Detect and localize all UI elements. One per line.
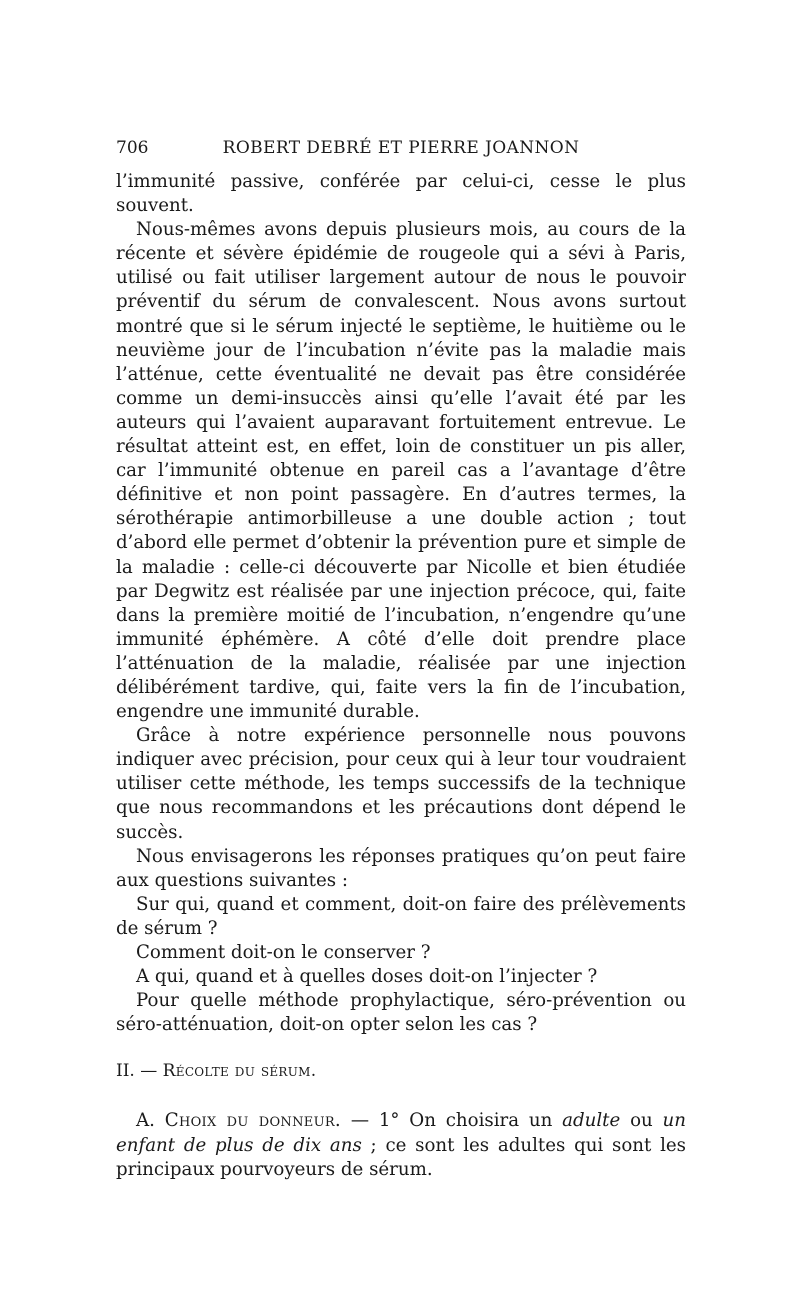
emphasis-enfant: un enfant de plus de dix ans	[116, 1110, 686, 1156]
section-title: Récolte du sérum.	[162, 1061, 317, 1082]
paragraph-experience: Grâce à notre expérience personnelle nous pouvons indiquer avec précision, pour ceux qui à leur tour voudraient utiliser cette méthode, les temps successifs de la technique que nous recommandons et les précautions dont dépend le succès.	[116, 725, 686, 843]
question-4: Pour quelle méthode prophylactique, séro-prévention ou séro-atténuation, doit-on opter selon les cas ?	[116, 990, 686, 1036]
section-heading	[116, 1059, 686, 1083]
running-title: ROBERT DEBRÉ ET PIERRE JOANNON	[222, 138, 580, 158]
question-3: A qui, quand et à quelles doses doit-on l’injecter ?	[136, 966, 598, 988]
subsection-text-mid: ou	[620, 1110, 663, 1132]
paragraph-questions-intro: Nous envisagerons les réponses pratiques qu’on peut faire aux questions suivantes :	[116, 845, 686, 891]
emphasis-adulte: adulte	[562, 1110, 621, 1132]
question-1: Sur qui, quand et comment, doit-on faire des prélèvements de sérum ?	[116, 893, 686, 939]
question-2: Comment doit-on le conserver ?	[136, 942, 431, 963]
subsection-text-start: — 1° On choisira un	[341, 1110, 563, 1132]
paragraph-donor-choice	[116, 1109, 686, 1181]
body-text	[116, 170, 686, 1182]
subsection-letter: A.	[136, 1110, 165, 1132]
running-head	[116, 138, 686, 164]
page-number: 706	[116, 138, 149, 158]
subsection-text-rest: ; ce sont les adultes qui sont les principaux pourvoyeurs de sérum.	[116, 1134, 686, 1180]
section-number: II. —	[116, 1061, 163, 1082]
paragraph-continuation: l’immunité passive, conférée par celui-ci, cesse le plus souvent.	[116, 171, 686, 217]
paragraph-serotherapy: Nous-mêmes avons depuis plusieurs mois, au cours de la récente et sévère épidémie de rougeole qui a sévi à Paris, utilisé ou fait utiliser largement autour de nous le pouvoir préventif du sérum de convalescent. Nous avons surtout montré que si le sérum injecté le septième, le huitième ou le neuvième jour de l’incubation n’évite pas la maladie mais l’atténue, cette éventualité ne devait pas être considérée comme un demi-insuccès ainsi qu’elle l’avait été par les auteurs qui l’avaient auparavant fortuitement entrevue. Le résultat atteint est, en effet, loin de constituer un pis aller, car l’immunité obtenue en pareil cas a l’avantage d’être définitive et non point passagère. En d’autres termes, la sérothérapie antimorbilleuse a une double action ; tout d’abord elle permet d’obtenir la prévention pure et simple de la maladie : celle-ci découverte par Nicolle et bien étudiée par Degwitz est réalisée par une injection précoce, qui, faite dans la première moitié de l’incubation, n’engendre qu’une immunité éphémère. A côté d’elle doit prendre place l’atténuation de la maladie, réalisée par une injection délibérément tardive, qui, faite vers la fin de l’incubation, engendre une immunité durable.	[116, 219, 686, 723]
subsection-title: Choix du donneur.	[164, 1110, 341, 1132]
